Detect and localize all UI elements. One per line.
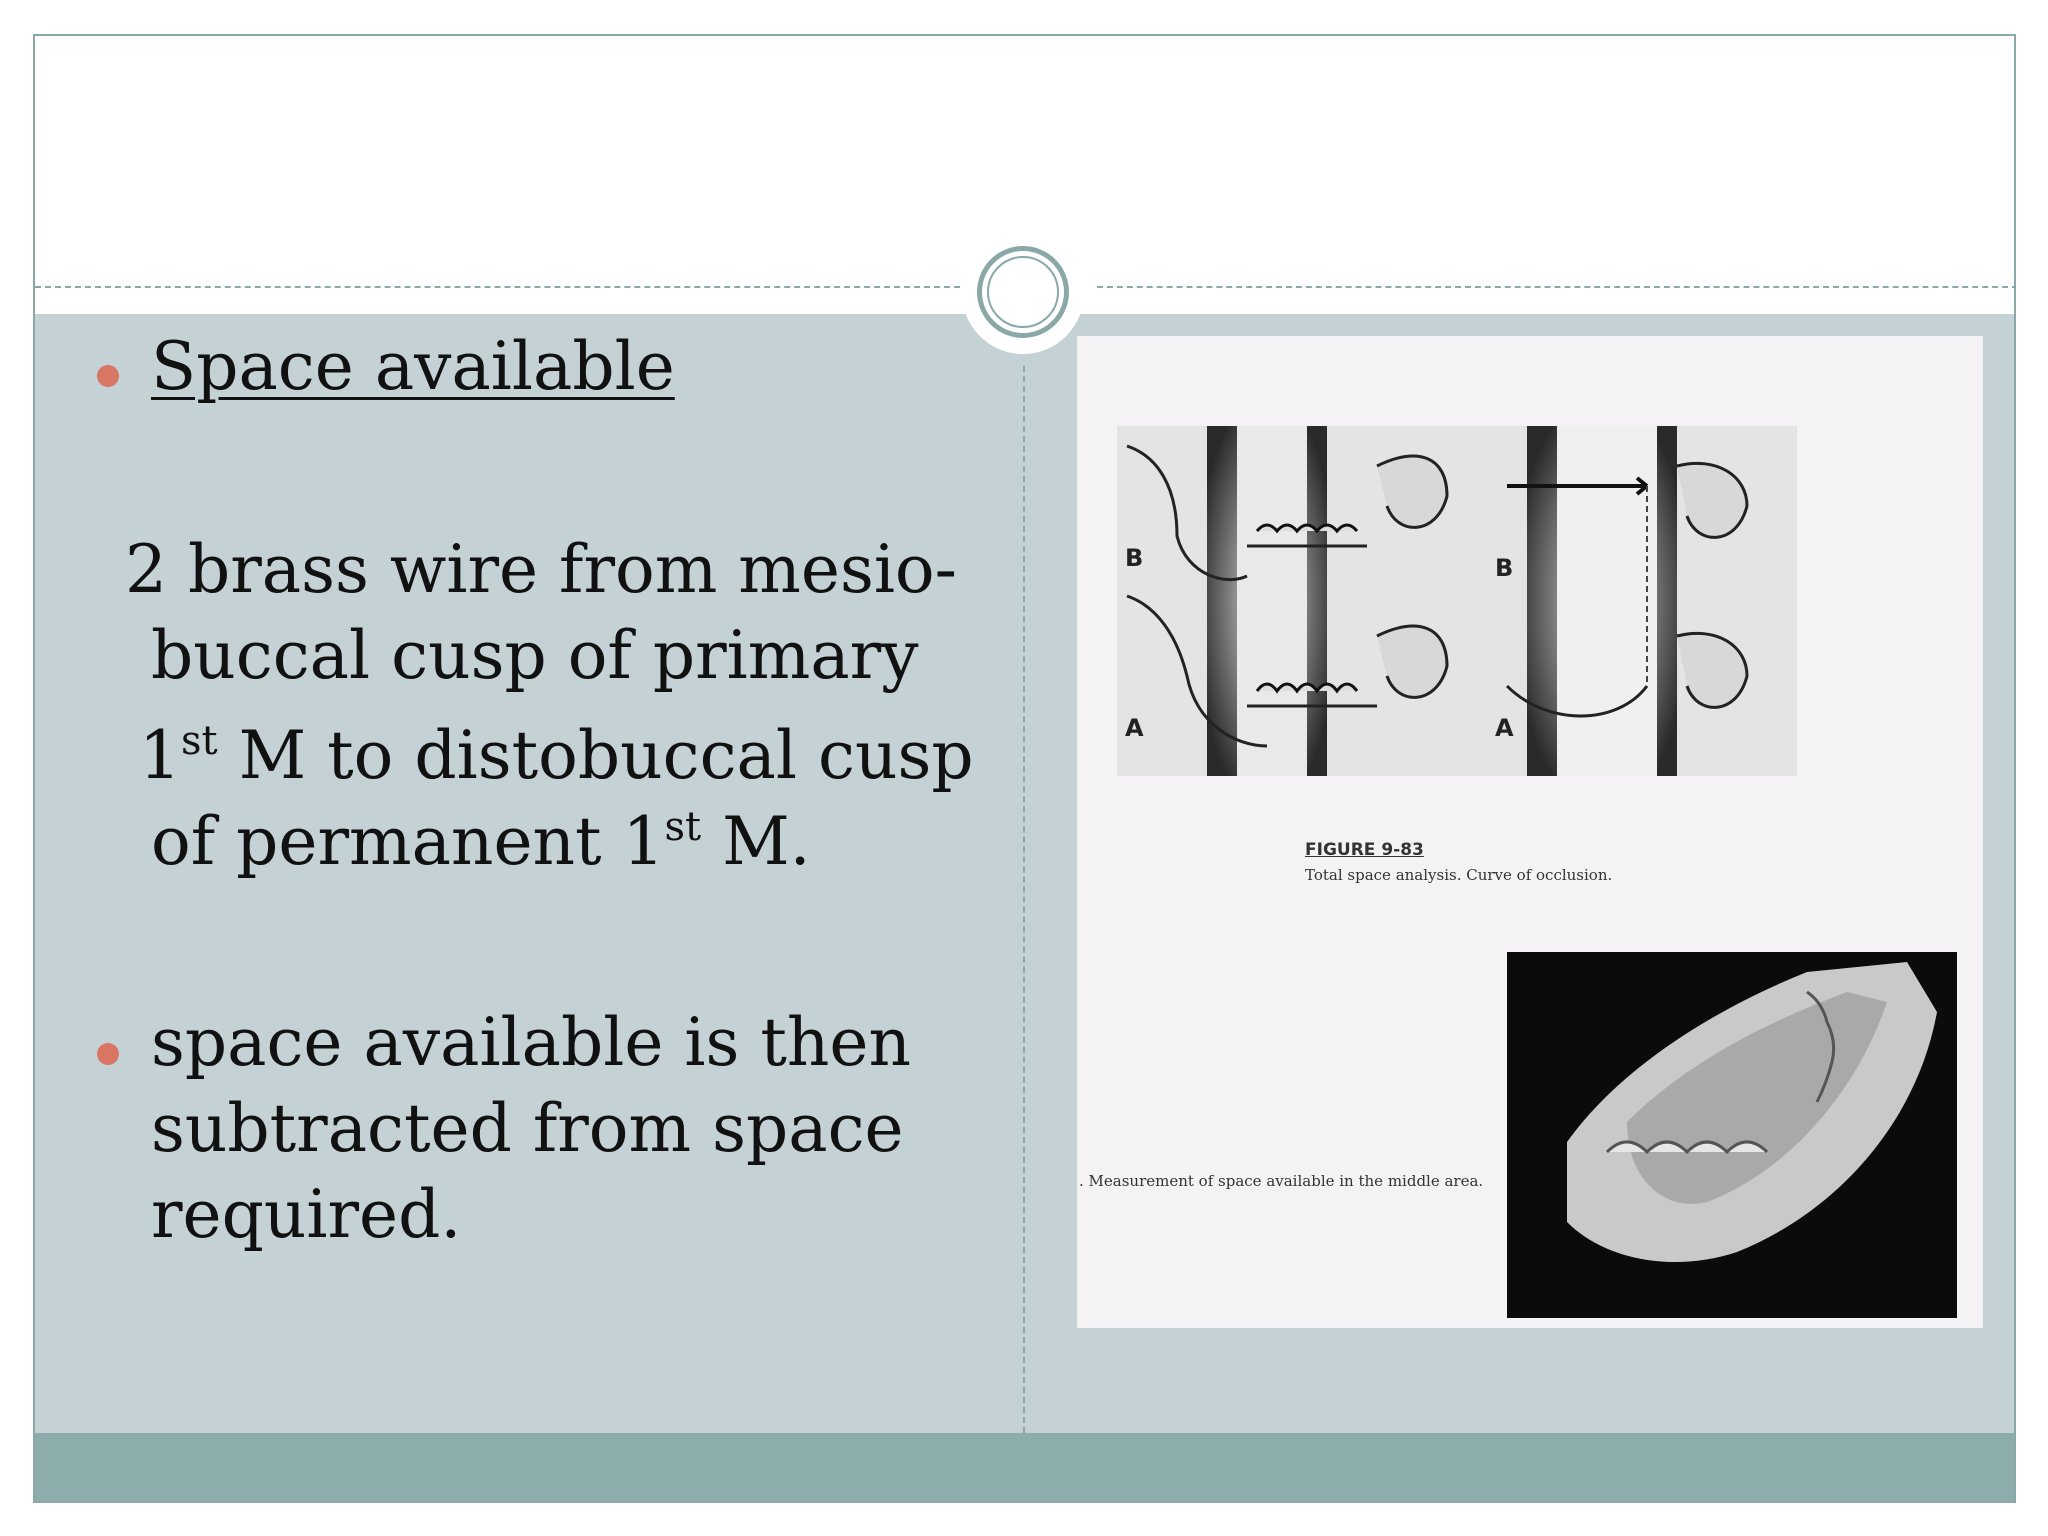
bullet-icon — [97, 1043, 119, 1065]
divider-left — [35, 286, 960, 288]
label-b-left: B — [1125, 544, 1144, 572]
detail-line-4: of permanent 1st M. — [151, 803, 811, 880]
divider-right — [1097, 286, 2016, 288]
scanned-figure — [1077, 336, 1983, 1328]
bullet-icon — [97, 365, 119, 387]
footer-bar — [35, 1433, 2014, 1503]
label-a-right: A — [1495, 714, 1514, 742]
dental-cast-photo — [1507, 952, 1957, 1318]
detail-line-2: buccal cusp of primary — [151, 617, 919, 694]
slide — [33, 34, 2016, 1503]
space-analysis-illustration — [1117, 426, 1797, 776]
detail-line-3: 1st M to distobuccal cusp — [139, 717, 974, 794]
photo-caption: . Measurement of space available in the middle area. — [1079, 1172, 1484, 1190]
column-divider — [1023, 366, 1025, 1433]
bullet-line-2: subtracted from space — [151, 1090, 904, 1167]
ornament-circle-icon — [977, 246, 1069, 338]
figure-caption: Total space analysis. Curve of occlusion. — [1305, 866, 1613, 884]
figure-number: FIGURE 9-83 — [1305, 840, 1424, 860]
label-b-right: B — [1495, 554, 1514, 582]
detail-line-1: 2 brass wire from mesio- — [125, 531, 957, 608]
bullet-line-1: space available is then — [151, 1004, 911, 1081]
bullet-line-3: required. — [151, 1176, 462, 1253]
bullet-heading: Space available — [151, 328, 675, 405]
label-a-left: A — [1125, 714, 1144, 742]
